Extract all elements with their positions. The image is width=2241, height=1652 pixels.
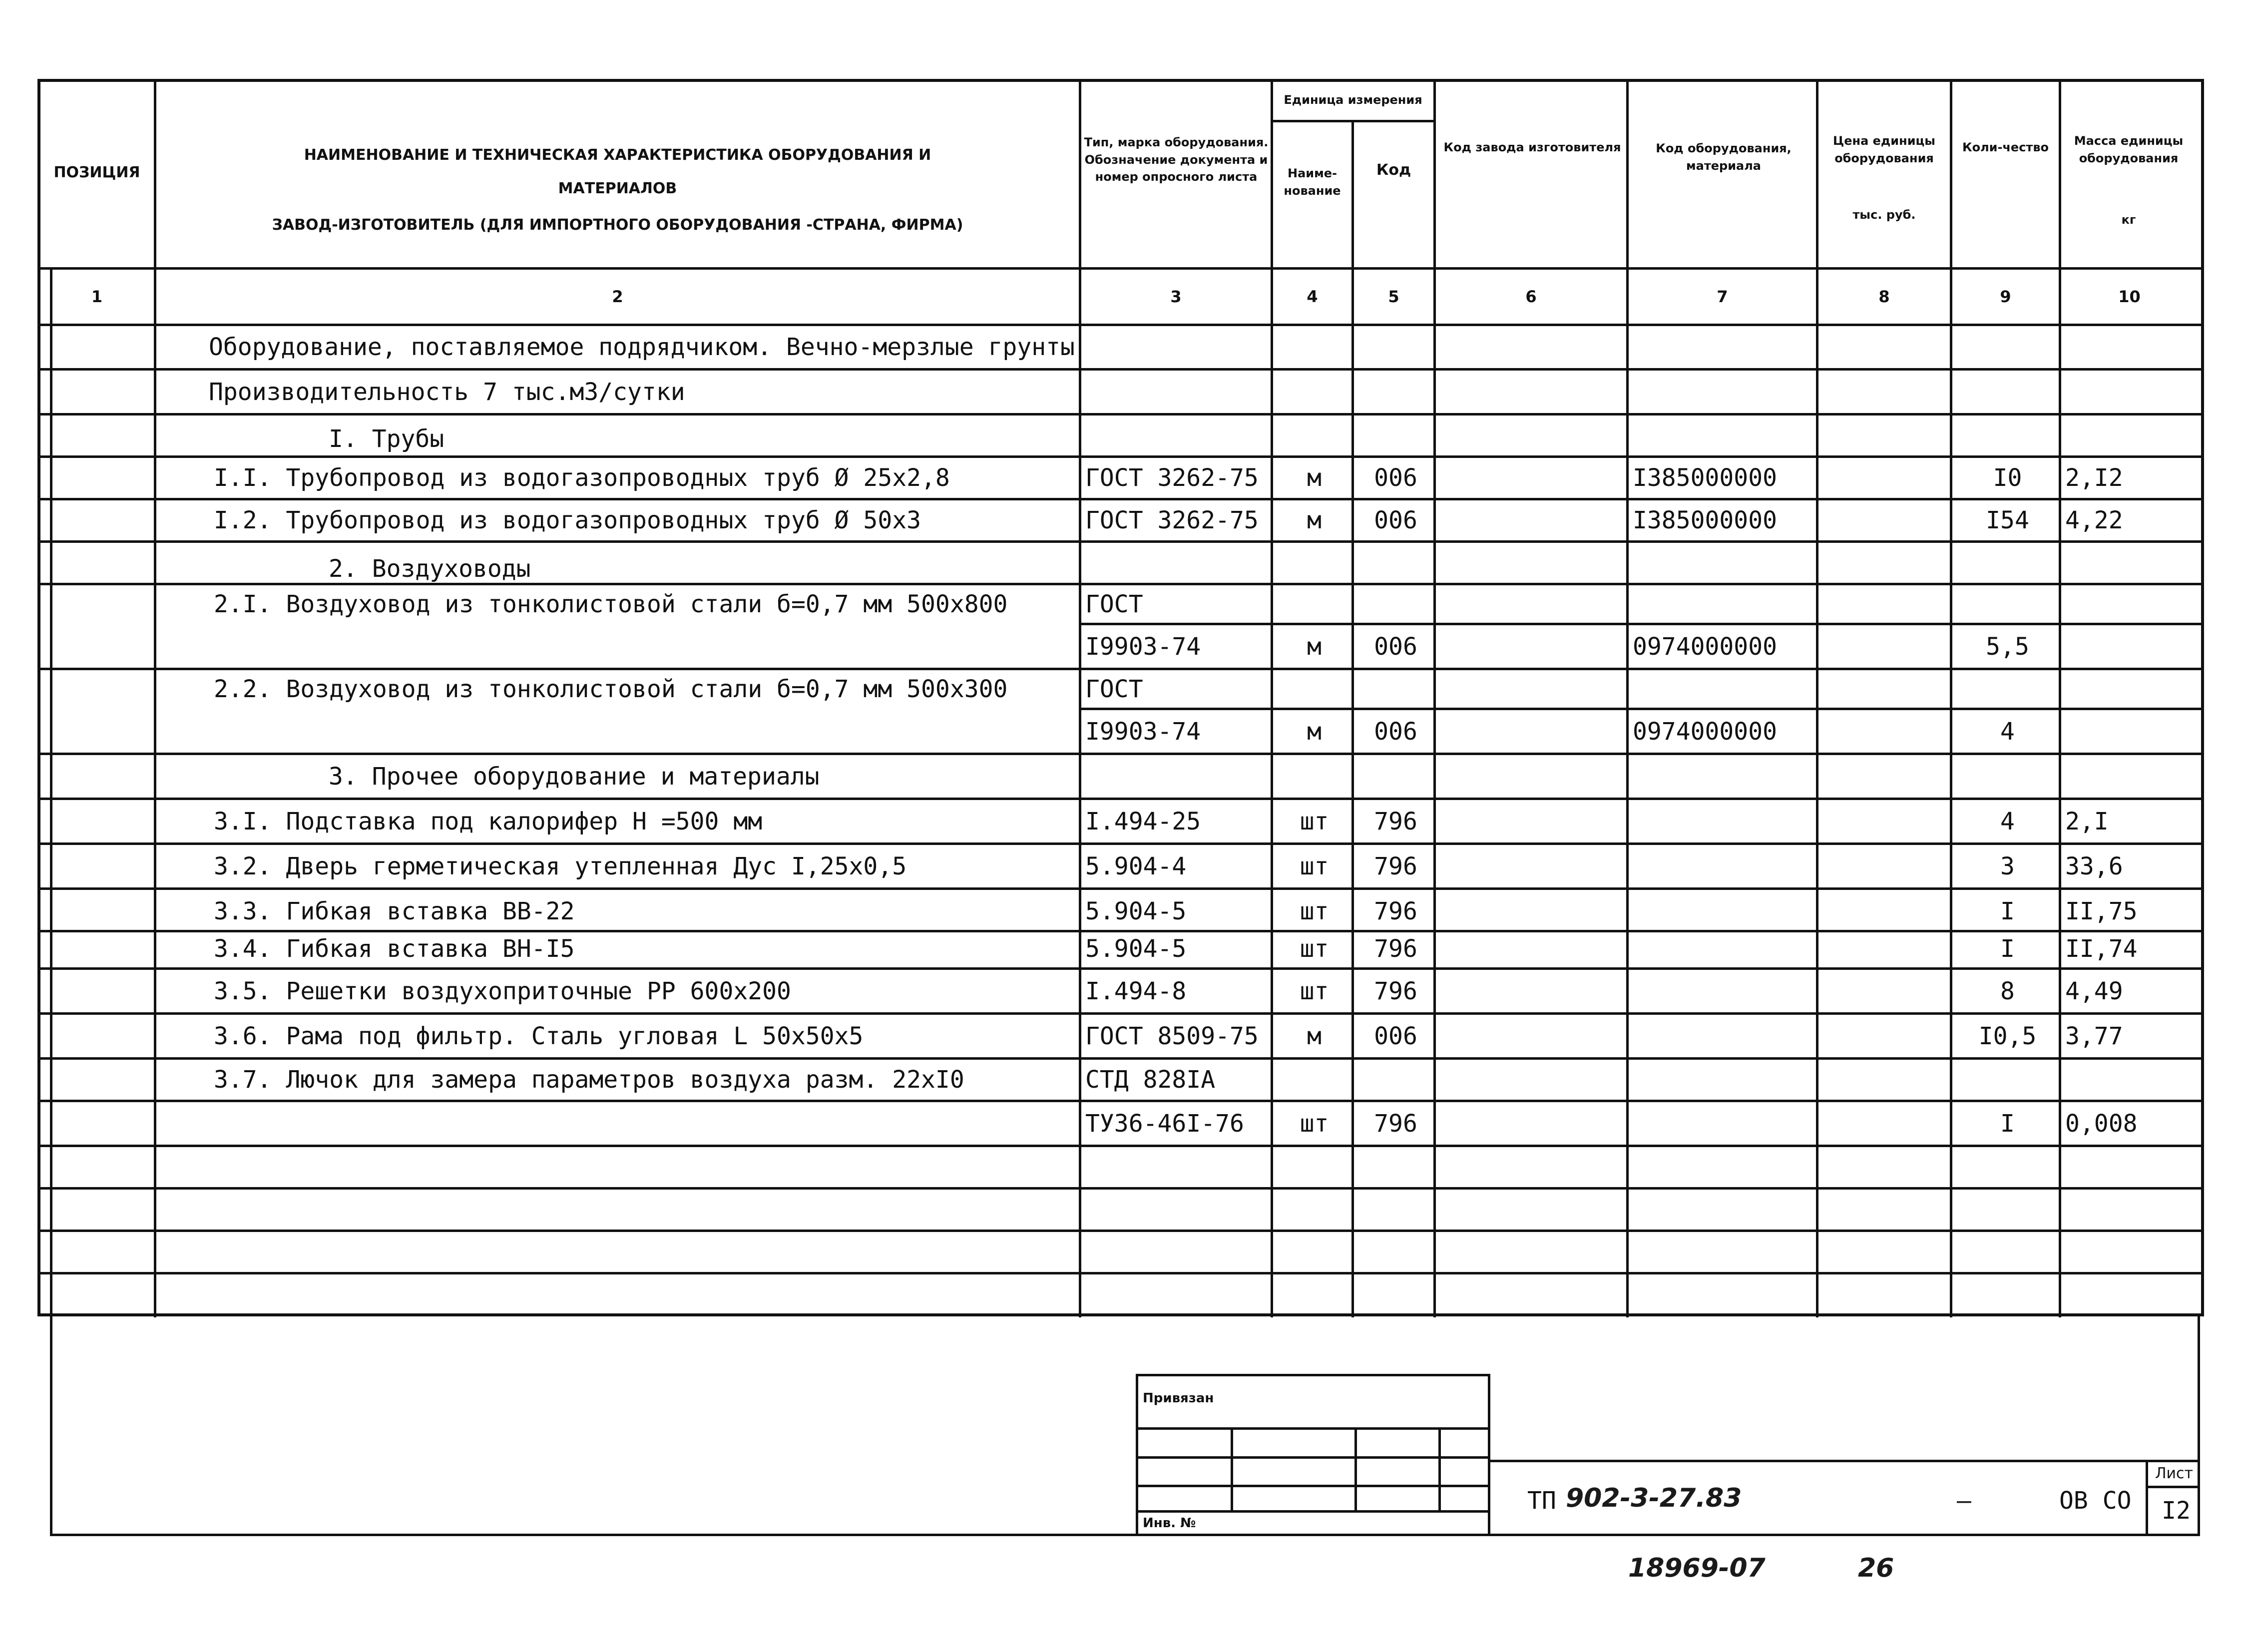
row-code: 006: [1374, 464, 1417, 492]
header-position: ПОЗИЦИЯ: [53, 163, 140, 181]
row-doc: 5.904-5: [1085, 934, 1187, 963]
row-name: Оборудование, поставляемое подрядчиком. Вечно-мерзлые грунты: [209, 333, 1075, 361]
row-name: I.2. Трубопровод из водогазопроводных труб Ø 50x3: [214, 506, 921, 534]
row-unit: шт: [1300, 807, 1329, 835]
row-doc: I9903-74: [1085, 717, 1201, 746]
column-number: 6: [1525, 287, 1537, 306]
col-divider-6-7: [1626, 79, 1629, 1317]
row-line: [37, 1230, 2204, 1232]
header-type-doc: Тип, марка оборудования. Обозначение документа и номер опросного листа: [1084, 135, 1269, 184]
stamp-divider: [1354, 1427, 1357, 1512]
row-unit: шт: [1300, 852, 1329, 880]
row-doc: I.494-25: [1085, 807, 1201, 835]
header-name-line2: МАТЕРИАЛОВ: [558, 180, 677, 197]
bottom-frame-line: [50, 1534, 2200, 1536]
row-code: 796: [1374, 977, 1417, 1005]
row-unit: шт: [1300, 897, 1329, 925]
header-equipment-code: Код оборудования, материала: [1656, 141, 1792, 173]
row-code: 796: [1374, 807, 1417, 835]
row-name: 2.2. Воздуховод из тонколистовой стали б=0,7 мм 500x300: [214, 675, 1008, 703]
row-code: 006: [1374, 632, 1417, 661]
col-divider-5-6: [1433, 79, 1436, 1317]
page-number: 26: [1858, 1553, 1894, 1583]
row-unit: шт: [1300, 977, 1329, 1005]
header-quantity: Коли-чество: [1962, 140, 2049, 154]
row-code: 796: [1374, 852, 1417, 880]
row-mass: 2,I2: [2065, 464, 2123, 492]
row-name: 3.4. Гибкая вставка ВН-I5: [214, 934, 575, 963]
header-manufacturer-code: Код завода изготовителя: [1443, 140, 1621, 154]
row-mass: II,75: [2065, 897, 2138, 925]
project-number: 902-3-27.83: [1566, 1483, 1742, 1513]
row-qty: 8: [2000, 977, 2015, 1005]
column-number: 7: [1717, 287, 1728, 306]
row-mass: II,74: [2065, 934, 2138, 963]
row-mass: 0,008: [2065, 1109, 2138, 1138]
row-name: Производительность 7 тыс.м3/сутки: [209, 378, 685, 406]
project-code-prefix: ТП: [1527, 1487, 1556, 1515]
column-number: 1: [91, 287, 103, 306]
unit-group-divider: [1271, 120, 1435, 122]
row-unit: шт: [1300, 934, 1329, 963]
column-number: 9: [2000, 287, 2011, 306]
title-block-top: [1490, 1460, 2200, 1462]
row-item-code: 0974000000: [1633, 632, 1777, 661]
row-name: 3.2. Дверь герметическая утепленная Дус I,25x0,5: [214, 852, 907, 880]
header-unit-name: Наиме-нование: [1284, 166, 1341, 198]
header-name-line3: ЗАВОД-ИЗГОТОВИТЕЛЬ (ДЛЯ ИМПОРТНОГО ОБОРУДОВАНИЯ -СТРАНА, ФИРМА): [272, 216, 963, 234]
header-unit-code: Код: [1376, 161, 1411, 179]
row-code: 006: [1374, 717, 1417, 746]
header-mass-unit: кг: [2121, 212, 2136, 227]
row-mass: 4,49: [2065, 977, 2123, 1005]
row-code: 796: [1374, 934, 1417, 963]
header-mass: Масса единицы оборудования: [2074, 134, 2184, 165]
section-heading: I. Трубы: [329, 424, 445, 453]
archive-number: 18969-07: [1628, 1553, 1766, 1583]
section-heading: 3. Прочее оборудование и материалы: [329, 762, 820, 791]
row-name: 3.5. Решетки воздухоприточные РР 600x200: [214, 977, 791, 1005]
row-doc: ГОСТ 3262-75: [1085, 464, 1259, 492]
binding-stamp-label: Привязан: [1143, 1391, 1214, 1406]
section-heading: 2. Воздуховоды: [329, 554, 531, 583]
column-number: 2: [612, 287, 623, 306]
row-mass: 33,6: [2065, 852, 2123, 880]
binding-margin-line: [50, 270, 52, 1316]
row-qty: I: [2000, 1109, 2015, 1138]
row-name: 2.I. Воздуховод из тонколистовой стали б=0,7 мм 500x800: [214, 590, 1008, 618]
row-doc: 5.904-5: [1085, 897, 1187, 925]
row-line: [37, 540, 2204, 543]
row-qty: I0: [1993, 464, 2022, 492]
row-doc: ГОСТ 3262-75: [1085, 506, 1259, 534]
col-divider-7-8: [1816, 79, 1818, 1317]
row-qty: I: [2000, 934, 2015, 963]
row-unit: м: [1307, 464, 1322, 492]
col-divider-1-2: [154, 79, 156, 1317]
row-doc: I.494-8: [1085, 977, 1187, 1005]
row-line: [37, 887, 2204, 890]
row-unit: м: [1307, 506, 1322, 534]
sheet-number: I2: [2162, 1497, 2191, 1525]
stamp-line: [1136, 1456, 1490, 1459]
inventory-number-label: Инв. №: [1143, 1516, 1196, 1531]
row-code: 006: [1374, 506, 1417, 534]
row-doc: СТД 828IA: [1085, 1066, 1216, 1094]
row-name: 3.3. Гибкая вставка ВВ-22: [214, 897, 575, 925]
row-code: 006: [1374, 1022, 1417, 1050]
column-number: 8: [1878, 287, 1890, 306]
row-qty: I: [2000, 897, 2015, 925]
row-name: 3.I. Подставка под калорифер H =500 мм: [214, 807, 763, 835]
row-doc: I9903-74: [1085, 632, 1201, 661]
row-unit: м: [1307, 717, 1322, 746]
header-unit-group: Единица измерения: [1284, 92, 1422, 107]
row-doc: 5.904-4: [1085, 852, 1187, 880]
sheet-type: ОВ СО: [2059, 1487, 2132, 1515]
column-number: 10: [2118, 287, 2141, 306]
row-item-code: I385000000: [1633, 464, 1777, 492]
row-qty: 3: [2000, 852, 2015, 880]
title-dash: —: [1957, 1487, 1971, 1515]
row-qty: 4: [2000, 717, 2015, 746]
column-number: 5: [1388, 287, 1399, 306]
row-item-code: 0974000000: [1633, 717, 1777, 746]
row-line: [37, 413, 2204, 415]
stamp-line: [1136, 1485, 1490, 1487]
row-name: 3.7. Лючок для замера параметров воздуха разм. 22xI0: [214, 1066, 964, 1094]
row-doc: ГОСТ: [1085, 675, 1143, 703]
row-unit: шт: [1300, 1109, 1329, 1138]
row-line: [37, 1145, 2204, 1147]
row-line: [37, 1187, 2204, 1190]
stamp-line: [1136, 1427, 1490, 1430]
stamp-divider: [1438, 1427, 1441, 1512]
bottom-frame-left: [50, 1316, 52, 1536]
header-name-line1: НАИМЕНОВАНИЕ И ТЕХНИЧЕСКАЯ ХАРАКТЕРИСТИКА ОБОРУДОВАНИЯ И: [304, 146, 931, 164]
sheet-label: Лист: [2155, 1464, 2194, 1482]
row-mass: 2,I: [2065, 807, 2109, 835]
column-number: 3: [1170, 287, 1182, 306]
row-mass: 4,22: [2065, 506, 2123, 534]
row-code: 796: [1374, 897, 1417, 925]
row-code: 796: [1374, 1109, 1417, 1138]
row-qty: I0,5: [1978, 1022, 2037, 1050]
row-doc: ГОСТ: [1085, 590, 1143, 618]
row-item-code: I385000000: [1633, 506, 1777, 534]
row-qty: I54: [1986, 506, 2029, 534]
row-name: 3.6. Рама под фильтр. Сталь угловая L 50x50x5: [214, 1022, 864, 1050]
row-unit: м: [1307, 1022, 1322, 1050]
row-line: [37, 1272, 2204, 1274]
header-price-unit: тыс. руб.: [1852, 207, 1916, 222]
row-doc: ГОСТ 8509-75: [1085, 1022, 1259, 1050]
stamp-divider: [1231, 1427, 1233, 1512]
row-qty: 5,5: [1986, 632, 2029, 661]
row-unit: м: [1307, 632, 1322, 661]
row-qty: 4: [2000, 807, 2015, 835]
row-name: I.I. Трубопровод из водогазопроводных труб Ø 25x2,8: [214, 464, 950, 492]
row-doc: ТУ36-46I-76: [1085, 1109, 1244, 1138]
column-number: 4: [1307, 287, 1318, 306]
header-unit-price: Цена единицы оборудования: [1832, 134, 1936, 165]
row-mass: 3,77: [2065, 1022, 2123, 1050]
